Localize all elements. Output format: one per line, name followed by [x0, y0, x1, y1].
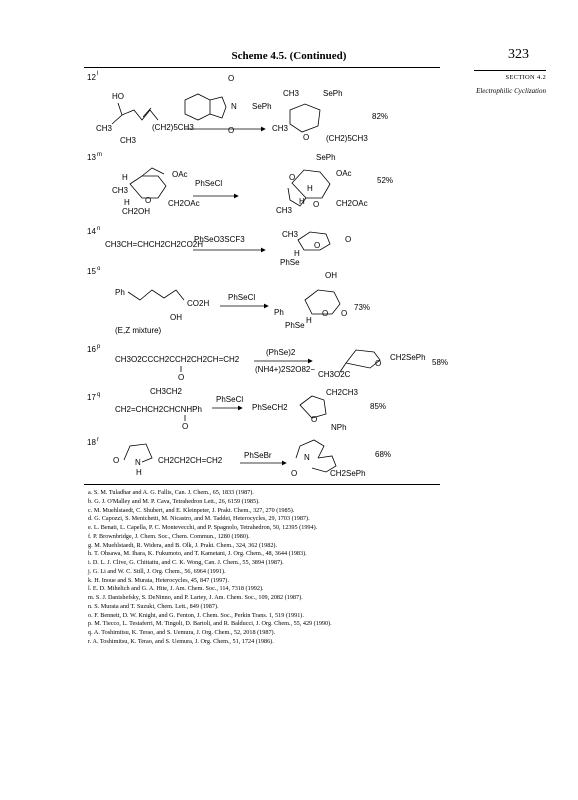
- reagent-label: O: [228, 74, 235, 83]
- reference-item: q. A. Toshimitsu, K. Terao, and S. Uemura, J. Org. Chem., 52, 2018 (1987).: [88, 629, 276, 636]
- reference-item: p. M. Tiecco, L. Testaferri, M. Tingoli, D. Bartoli, and R. Balducci, J. Org. Chem., 55, 429 (1990).: [88, 620, 332, 628]
- product-label: O: [375, 359, 382, 368]
- product-label: H: [306, 316, 312, 325]
- entry-14: [87, 226, 351, 267]
- entry-ref: q: [97, 392, 101, 398]
- product-label: CH3O2C: [318, 370, 351, 379]
- reactant-label: CH2OAc: [168, 199, 200, 208]
- entry-number: 17: [87, 393, 96, 402]
- reagent: (NH4+)2S2O82−: [255, 365, 316, 374]
- reactant-label: H: [124, 198, 130, 207]
- reference-item: c. M. Muehlstaedt, C. Shubert, and E. Kleinpeter, J. Prakt. Chem., 327, 270 (1985).: [88, 506, 295, 514]
- reference-item: g. M. Muehlstaedt, R. Widera, and B. Olk, J. Prakt. Chem., 324, 362 (1982).: [88, 541, 278, 549]
- entry-number: 18: [87, 438, 96, 447]
- yield: 82%: [372, 112, 389, 121]
- entry-13: [87, 152, 393, 216]
- reactant-label: OH: [170, 313, 182, 322]
- reagent-label: N: [231, 102, 237, 111]
- reactant: CH2=CHCH2CHCNHPh: [115, 405, 202, 414]
- reactant-label: H: [122, 173, 128, 182]
- product-label: CH2OAc: [336, 199, 368, 208]
- product-label: CH2SePh: [330, 469, 366, 478]
- reactant-bonds: [112, 103, 158, 124]
- product-label: NPh: [331, 423, 347, 432]
- product-label: H: [294, 249, 300, 258]
- reference-item: n. S. Murata and T. Suzuki, Chem. Lett., 849 (1987).: [88, 602, 219, 610]
- reagent: PhSeO3SCF3: [194, 235, 245, 244]
- reactant-label: Ph: [115, 288, 125, 297]
- product-label: CH3: [276, 206, 293, 215]
- reference-item: j. G. Li and W. C. Still, J. Org. Chem., 56, 6964 (1991).: [88, 567, 226, 575]
- reactant: CH3CH=CHCH2CH2CO2H: [105, 240, 204, 249]
- reference-item: i. D. L. J. Clive, G. Chittattu, and C. K. Wong, Can. J. Chem., 55, 3894 (1987).: [88, 559, 284, 566]
- product-ring: [340, 350, 380, 372]
- entry-ref: n: [97, 226, 101, 232]
- double-bond: [143, 108, 151, 117]
- reactant-label: H: [136, 468, 142, 477]
- product-label: O: [322, 309, 329, 318]
- reference-item: b. G. J. O'Malley and M. P. Cava, Tetrahedron Lett., 26, 6159 (1985).: [88, 497, 260, 505]
- product-label: OAc: [336, 169, 352, 178]
- entry-ref: p: [97, 344, 101, 350]
- entry-number: 12: [87, 73, 96, 82]
- reactant-label: N: [135, 458, 141, 467]
- page-number: 323: [508, 47, 529, 62]
- entry-ref: o: [97, 266, 101, 272]
- reactant-label: CH2CH2CH=CH2: [158, 456, 223, 465]
- reagent: PhSeBr: [244, 451, 272, 460]
- yield: 52%: [377, 176, 394, 185]
- reference-item: o. F. Bennett, D. W. Knight, and G. Fenton, J. Chem. Soc., Perkin Trans. 1, 519 (1991).: [88, 611, 304, 619]
- product-ring: [290, 104, 320, 132]
- product-label: Ph: [274, 308, 284, 317]
- product-label: O: [341, 309, 348, 318]
- product-label: PhSeCH2: [252, 403, 288, 412]
- product-label: O: [314, 241, 321, 250]
- reference-item: k. H. Inoue and S. Murata, Heterocycles, 45, 847 (1997).: [88, 576, 229, 584]
- product-label: SePh: [323, 89, 343, 98]
- product-label: O: [291, 469, 298, 478]
- yield: 58%: [432, 358, 449, 367]
- reactant-carbonyl: O: [182, 422, 189, 431]
- product-label: H: [299, 197, 305, 206]
- reactant-label: O: [145, 196, 152, 205]
- sidebar-section: SECTION 4.2: [505, 74, 546, 81]
- sidebar-title: Electrophilic Cyclization: [476, 87, 546, 95]
- reagent-ring: [185, 94, 226, 120]
- reactant-label: O: [113, 456, 120, 465]
- product-label: (CH2)5CH3: [326, 134, 368, 143]
- page-title: Scheme 4.5. (Continued): [231, 50, 347, 62]
- reactant-rings: [130, 168, 166, 198]
- reference-item: m. S. J. Danishefsky, S. DeNinno, and P. Lartey, J. Am. Chem. Soc., 109, 2082 (1987).: [88, 594, 303, 601]
- reactant-label: OAc: [172, 170, 188, 179]
- entry-18: [87, 437, 391, 478]
- reference-item: r. A. Toshimitsu, K. Terao, and S. Uemura, J. Org. Chem., 51, 1724 (1986).: [88, 637, 274, 645]
- product-rings: [296, 440, 336, 472]
- reference-list: [88, 489, 508, 647]
- product-label: CH3: [283, 89, 300, 98]
- product-label: SePh: [316, 153, 336, 162]
- reactant-label: CO2H: [187, 299, 210, 308]
- entry-12: [87, 71, 388, 145]
- entry-ref: r: [97, 437, 99, 443]
- entry-17: [87, 387, 386, 432]
- product-label: PhSe: [280, 258, 300, 267]
- reference-item: e. L. Benati, L. Capella, P. C. Montevecchi, and P. Spagnolo, Tetrahedron, 50, 12395 (1994).: [88, 524, 318, 531]
- reactant-label: CH3: [112, 186, 129, 195]
- entry-number: 14: [87, 227, 96, 236]
- entry-number: 16: [87, 345, 96, 354]
- reference-item: l. E. D. Mihelich and G. A. Hite, J. Am. Chem. Soc., 114, 7318 (1992).: [88, 585, 264, 593]
- product-label: O: [303, 133, 310, 142]
- reference-item: a. S. M. Tuladhar and A. G. Fallis, Can. J. Chem., 65, 1833 (1987).: [88, 489, 254, 496]
- product-label: O: [289, 173, 296, 182]
- yield: 85%: [370, 402, 387, 411]
- reference-item: h. T. Ohsawa, M. Ihara, K. Fukumoto, and T. Kametani, J. Org. Chem., 48, 3644 (1983).: [88, 550, 307, 558]
- product-label: CH2SePh: [390, 353, 426, 362]
- product-label: O: [345, 235, 352, 244]
- reference-item: d. G. Capozzi, S. Menichetti, M. Nicastro, and M. Taddei, Heterocycles, 29, 1703 (1987).: [88, 515, 310, 523]
- reagent-label: SePh: [252, 102, 272, 111]
- reactant-label: (E,Z mixture): [115, 326, 162, 335]
- reagent: PhSeCl: [228, 293, 256, 302]
- product-label: CH3: [282, 230, 299, 239]
- entry-number: 13: [87, 153, 96, 162]
- reagent: (PhSe)2: [266, 348, 296, 357]
- product-label: OH: [325, 271, 337, 280]
- reactant-label: HO: [112, 92, 124, 101]
- entry-ref: m: [97, 152, 102, 158]
- reactant-chain: [128, 290, 184, 300]
- product-label: CH2CH3: [326, 388, 359, 397]
- reagent: PhSeCl: [216, 395, 244, 404]
- product-label: CH3: [272, 124, 289, 133]
- entry-ref: l: [97, 71, 99, 77]
- product-label: O: [313, 200, 320, 209]
- product-label: N: [304, 453, 310, 462]
- reagent-label: O: [228, 126, 235, 135]
- reactant-label: CH3CH2: [150, 387, 183, 396]
- entry-15: [87, 266, 370, 335]
- reactant-label: CH2OH: [122, 207, 151, 216]
- reactant-carbonyl: O: [178, 373, 185, 382]
- references-rule: [84, 484, 440, 485]
- product-label: H: [307, 184, 313, 193]
- product-label: O: [311, 415, 318, 424]
- product-label: PhSe: [285, 321, 305, 330]
- reagent: PhSeCl: [195, 179, 223, 188]
- yield: 73%: [354, 303, 371, 312]
- reactant-label: CH3: [120, 136, 137, 145]
- yield: 68%: [375, 450, 392, 459]
- reactant: CH3O2CCCH2CCH2CH2CH=CH2: [115, 355, 240, 364]
- reactant-label: CH3: [96, 124, 113, 133]
- reactant-label: (CH2)5CH3: [152, 123, 194, 132]
- entry-16: [87, 344, 448, 382]
- entry-number: 15: [87, 267, 96, 276]
- reference-item: f. P. Brownbridge, J. Chem. Soc., Chem. Commun., 1280 (1980).: [88, 532, 250, 540]
